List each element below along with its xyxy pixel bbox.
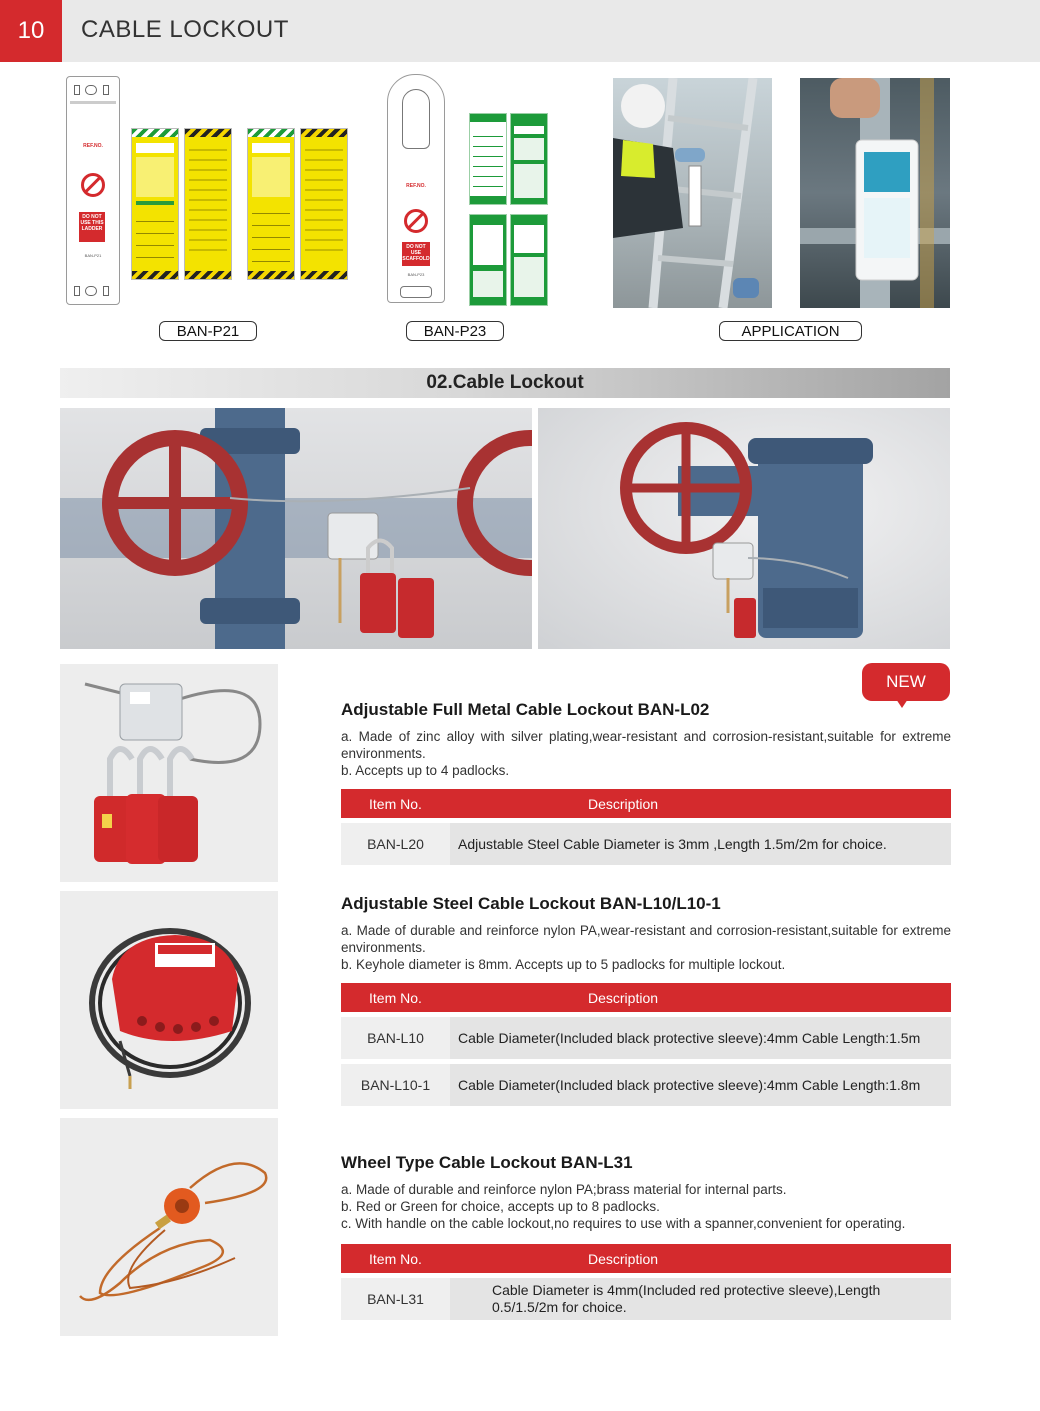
product-image-ban-l02 (60, 664, 278, 882)
product-desc-ban-l02 (341, 728, 951, 779)
desc-line: b. Accepts up to 4 padlocks. (341, 763, 510, 778)
desc-line: b. Keyhole diameter is 8mm. Accepts up to 5 padlocks for multiple lockout. (341, 957, 786, 972)
desc-line: c. With handle on the cable lockout,no requires to use with a spanner,convenient for operating. (341, 1216, 906, 1231)
col-description: Description (588, 1251, 659, 1267)
ladder-inspection-tag-back-2 (300, 128, 348, 280)
row-description: Cable Diameter(Included black protective sleeve):4mm Cable Length:1.8m (458, 1076, 921, 1093)
row-item-no: BAN-L10 (341, 1017, 450, 1059)
product-title-ban-l31: Wheel Type Cable Lockout BAN-L31 (341, 1153, 633, 1172)
holder-ref-label: REF.NO. (406, 183, 426, 189)
label-ban-p23: BAN-P23 (406, 321, 504, 341)
scaffold-tag-green-2 (510, 113, 548, 205)
desc-line: a. Made of zinc alloy with silver plating,wear-resistant and corrosion-resistant,suitable for extreme environments. (341, 729, 951, 761)
table-header (341, 789, 951, 818)
label-application: APPLICATION (719, 321, 862, 341)
product-desc-ban-l31 (341, 1181, 951, 1232)
row-description: Adjustable Steel Cable Diameter is 3mm ,Length 1.5m/2m for choice. (458, 835, 887, 852)
page-number: 10 (0, 0, 62, 62)
row-description: Cable Diameter(Included black protective sleeve):4mm Cable Length:1.5m (458, 1029, 921, 1046)
prohibition-icon (81, 173, 105, 197)
table-row (341, 1064, 951, 1106)
application-photo-scaffold (800, 78, 950, 308)
desc-line: a. Made of durable and reinforce nylon PA,wear-resistant and corrosion-resistant,suitable for extreme environments. (341, 923, 951, 955)
new-badge: NEW (862, 663, 950, 701)
col-description: Description (588, 990, 659, 1006)
col-item-no: Item No. (369, 990, 422, 1006)
holder-warning-label: DO NOT USE THIS LADDER (79, 212, 105, 242)
row-item-no: BAN-L31 (341, 1278, 450, 1320)
valve-cable-lockout-render-1 (60, 408, 532, 649)
label-ban-p21: BAN-P21 (159, 321, 257, 341)
ladder-inspection-tag-front-2 (247, 128, 295, 280)
page-header (0, 0, 1040, 62)
scaffold-tag-green-1 (469, 113, 507, 205)
table-header (341, 1244, 951, 1273)
new-badge-tail (896, 699, 908, 708)
holder-code-label: BAN-P21 (84, 253, 102, 258)
application-photo-ladder (613, 78, 772, 308)
row-description: Cable Diameter is 4mm(Included red protective sleeve),Length 0.5/1.5/2m for choice. (492, 1282, 881, 1315)
spec-table-ban-l02 (341, 789, 951, 865)
product-image-ban-l31 (60, 1118, 278, 1336)
scaffold-tag-green-4 (510, 214, 548, 306)
product-image-ban-l10 (60, 891, 278, 1109)
table-row (341, 1278, 951, 1320)
product-desc-ban-l10 (341, 922, 951, 973)
prohibition-icon (404, 209, 428, 233)
spec-table-ban-l10 (341, 983, 951, 1106)
scaffold-tag-green-3 (469, 214, 507, 306)
holder-warning-label: DO NOT USE SCAFFOLD (402, 242, 430, 266)
spec-table-ban-l31 (341, 1244, 951, 1320)
col-item-no: Item No. (369, 1251, 422, 1267)
product-title-ban-l10: Adjustable Steel Cable Lockout BAN-L10/L10-1 (341, 894, 721, 913)
table-header (341, 983, 951, 1012)
product-title-ban-l02: Adjustable Full Metal Cable Lockout BAN-L02 (341, 700, 710, 719)
col-description: Description (588, 796, 659, 812)
holder-ref-label: REF.NO. (83, 143, 103, 149)
row-item-no: BAN-L10-1 (341, 1064, 450, 1106)
holder-code-label: BAN-P23 (407, 272, 425, 277)
ladder-tag-holder (66, 76, 120, 305)
valve-cable-lockout-render-2 (538, 408, 950, 649)
scaffold-tag-holder (387, 74, 445, 303)
col-item-no: Item No. (369, 796, 422, 812)
section-title: 02.Cable Lockout (60, 368, 950, 398)
table-row (341, 823, 951, 865)
ladder-inspection-tag-front (131, 128, 179, 280)
desc-line: a. Made of durable and reinforce nylon PA;brass material for internal parts. (341, 1182, 787, 1197)
row-item-no: BAN-L20 (341, 823, 450, 865)
desc-line: b. Red or Green for choice, accepts up to 8 padlocks. (341, 1199, 660, 1214)
page-title: CABLE LOCKOUT (81, 16, 289, 43)
table-row (341, 1017, 951, 1059)
ladder-inspection-tag-back (184, 128, 232, 280)
